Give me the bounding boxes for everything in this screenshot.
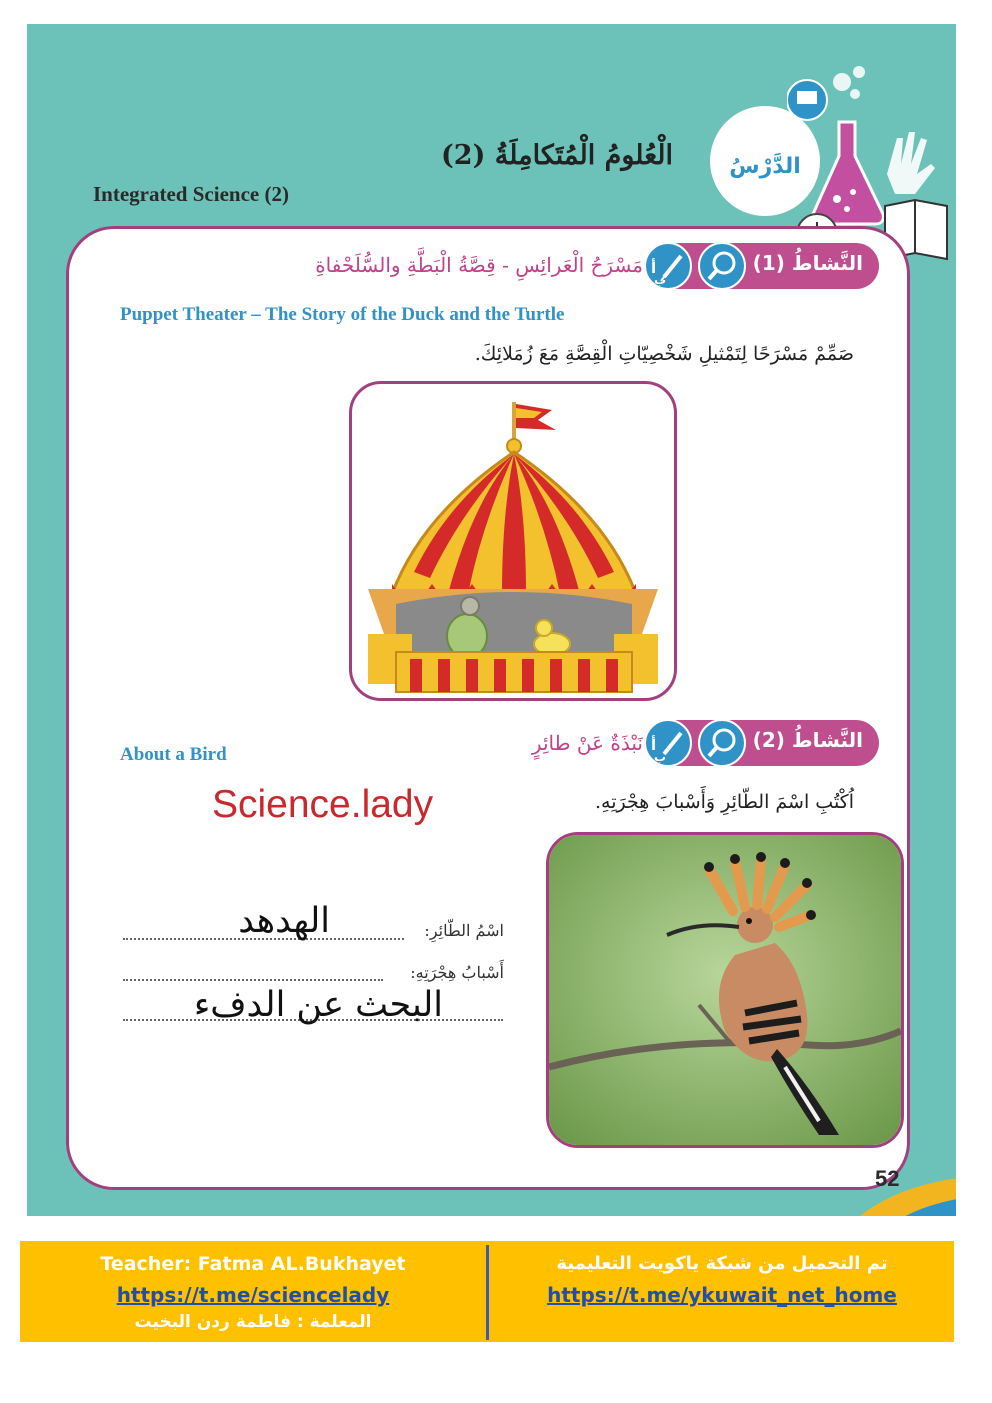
activity2-label: النَّشاطُ (2)	[752, 728, 863, 752]
footer-source-text: تم التحميل من شبكة ياكويت التعليمية	[556, 1253, 888, 1274]
magnifier-icon	[698, 719, 746, 767]
svg-text:أ: أ	[651, 259, 657, 277]
migration-label: أَسْبابُ هِجْرَتِهِ:	[410, 963, 504, 982]
bird-name-answer: الهدهد	[238, 901, 330, 941]
migration-answer: البحث عن الدفء	[193, 985, 443, 1025]
activity2-title: نَبْذَةٌ عَنْ طائِرٍ	[531, 731, 643, 755]
activity1-pill	[644, 243, 879, 289]
activity-card	[66, 226, 910, 1190]
pencil-icon	[644, 719, 692, 767]
svg-text:أ: أ	[651, 736, 657, 754]
activity1-label: النَّشاطُ (1)	[752, 251, 863, 275]
bird-name-label: اسْمُ الطّائِرِ:	[424, 921, 504, 940]
magnifier-icon	[698, 242, 746, 290]
activity2-subtitle: About a Bird	[120, 744, 227, 765]
footer-teacher-arabic: المعلمة : فاطمة ردن البخيت	[134, 1312, 372, 1332]
svg-text:ب: ب	[654, 750, 667, 764]
activity1-instruction: صَمِّمْ مَسْرَحًا لِتَمْثيلِ شَخْصِيّاتِ الْقِصَّةِ مَعَ زُمَلائِكَ.	[474, 343, 854, 365]
activity1-title: مَسْرَحُ الْعَرائِسِ - قِصَّةُ الْبَطَّةِ والسُّلَحْفاةِ	[315, 253, 643, 277]
migration-line-1	[123, 979, 383, 981]
lesson-badge-label: الدَّرْسُ	[729, 154, 801, 179]
footer-banner	[20, 1241, 954, 1342]
footer-teacher-name: Teacher: Fatma AL.Bukhayet	[100, 1253, 406, 1275]
pencil-icon	[644, 242, 692, 290]
puppet-theater-image	[349, 381, 677, 701]
watermark-text: Science.lady	[212, 783, 434, 826]
activity2-pill	[644, 720, 879, 766]
lesson-title-english: Integrated Science (2)	[93, 182, 289, 206]
footer-teacher-link[interactable]: https://t.me/sciencelady	[116, 1283, 390, 1307]
lesson-title-arabic: الْعُلومُ الْمُتَكامِلَةُ (2)	[440, 140, 673, 171]
footer-divider	[486, 1245, 489, 1340]
footer-source-block	[490, 1249, 954, 1311]
footer-teacher-block	[20, 1249, 486, 1333]
activity2-instruction: اُكْتُبِ اسْمَ الطّائِرِ وَأَسْبابَ هِجْرَتِهِ.	[595, 791, 854, 813]
page-background	[27, 24, 956, 1216]
hand-icon	[887, 132, 935, 194]
footer-source-link[interactable]: https://t.me/ykuwait_net_home	[547, 1283, 897, 1307]
svg-text:ب: ب	[654, 273, 667, 287]
activity1-subtitle: Puppet Theater – The Story of the Duck and the Turtle	[120, 304, 565, 325]
page-number: 52	[875, 1166, 900, 1191]
lesson-badge	[710, 106, 820, 216]
hoopoe-bird-image	[546, 832, 904, 1148]
